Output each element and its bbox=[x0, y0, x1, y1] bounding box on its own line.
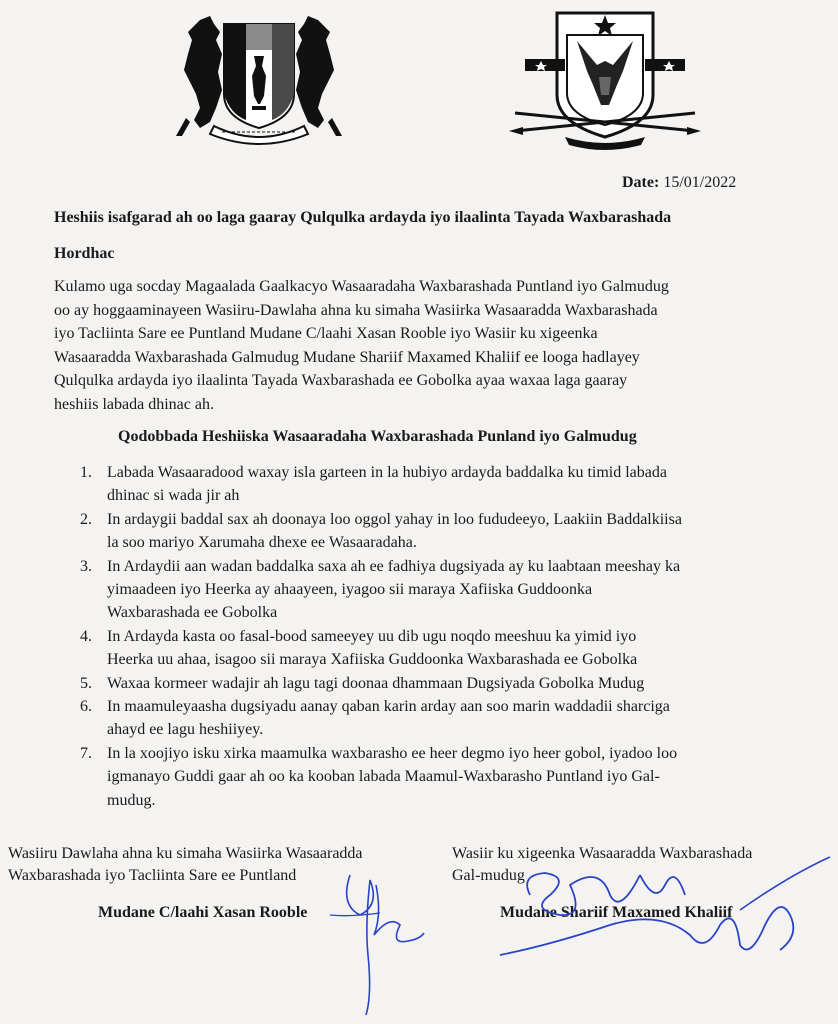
articles-list bbox=[80, 461, 770, 812]
signatory-title-line: Wasiir ku xigeenka Wasaaradda Waxbarashada bbox=[452, 845, 753, 862]
list-item-line: In Ardayda kasta oo fasal-bood sameeyey uu dib ugu noqdo meeshuu ka yimid iyo bbox=[107, 627, 637, 645]
signatory-title-line: Waxbarashada iyo Tacliinta Sare ee Puntland bbox=[8, 867, 297, 884]
signatory-left-title bbox=[8, 843, 448, 887]
list-item bbox=[80, 555, 770, 625]
list-item-number: 2. bbox=[80, 510, 92, 528]
list-item-line: In la xoojiyo isku xirka maamulka waxbarasho ee heer degmo iyo heer gobol, iyadoo loo bbox=[107, 744, 678, 762]
signatory-right-name: Mudane Shariif Maxamed Khaliif bbox=[500, 904, 733, 921]
list-item bbox=[80, 461, 770, 508]
list-item-line: Waxbarashada ee Gobolka bbox=[107, 604, 278, 622]
signatory-left-name: Mudane C/laahi Xasan Rooble bbox=[98, 904, 308, 921]
intro-paragraph bbox=[54, 275, 794, 417]
articles-heading: Qodobbada Heshiiska Wasaaradaha Waxbarashada Punland iyo Galmudug bbox=[118, 428, 637, 445]
list-item bbox=[80, 508, 770, 555]
document-date bbox=[622, 174, 736, 192]
date-value: 15/01/2022 bbox=[663, 174, 737, 191]
list-item bbox=[80, 742, 770, 812]
list-item-line: In Ardaydii aan wadan baddalka saxa ah ee fadhiya dugsiyada ay ku laabtaan meeshay ka bbox=[107, 557, 681, 575]
signatory-right-title bbox=[452, 843, 832, 887]
list-item-line: ahayd ee lagu heshiiyey. bbox=[107, 721, 264, 739]
list-item-line: Labada Wasaaradood waxay isla garteen in la hubiyo ardayda baddalka ku timid labada bbox=[107, 464, 667, 481]
list-item bbox=[80, 625, 770, 672]
galmudug-coat-of-arms-emblem bbox=[505, 5, 705, 155]
intro-line: iyo Tacliinta Sare ee Puntland Mudane C/laahi Xasan Rooble iyo Wasiir ku xigeenka bbox=[54, 325, 598, 343]
list-item-line: igmanayo Guddi gaar ah oo ka kooban labada Maamul-Waxbarasho Puntland iyo Gal- bbox=[107, 768, 660, 786]
list-item bbox=[80, 695, 770, 742]
list-item-line: In maamuleyaasha dugsiyadu aanay qaban karin arday aan soo marin waddadii sharciga bbox=[107, 698, 670, 716]
list-item bbox=[80, 672, 770, 695]
list-item-line: la soo mariyo Xarumaha dhexe ee Wasaaradaha. bbox=[107, 534, 417, 552]
document-title: Heshiis isafgarad ah oo laga gaaray Qulqulka ardayda iyo ilaalinta Tayada Waxbarashada bbox=[54, 209, 672, 226]
intro-line: Kulamo uga socday Magaalada Gaalkacyo Wasaaradaha Waxbarashada Puntland iyo Galmudug bbox=[54, 278, 669, 295]
date-label: Date: bbox=[622, 174, 660, 191]
list-item-line: Heerka uu ahaa, isagoo sii maraya Xafiiska Guddoonka Waxbarashada ee Gobolka bbox=[107, 651, 638, 669]
signatory-title-line: Gal-mudug bbox=[452, 867, 525, 884]
list-item-line: mudug. bbox=[107, 791, 156, 809]
list-item-number: 4. bbox=[80, 627, 92, 645]
list-item-line: Waxaa kormeer wadajir ah lagu tagi doonaa dhammaan Dugsiyada Gobolka Mudug bbox=[107, 674, 645, 692]
puntland-coat-of-arms-emblem bbox=[170, 10, 348, 150]
intro-line: oo ay hoggaaminayeen Wasiiru-Dawlaha ahna ku simaha Wasiirka Wasaaradda Waxbarashada bbox=[54, 301, 658, 319]
list-item-number: 6. bbox=[80, 698, 92, 716]
list-item-line: In ardaygii baddal sax ah doonaya loo oggol yahay in loo fududeeyo, Laakiin Baddalkiisa bbox=[107, 510, 682, 528]
list-item-number: 3. bbox=[80, 557, 92, 575]
list-item-line: yimaadeen iyo Heerka ay ahaayeen, iyagoo sii maraya Xafiiska Guddoonka bbox=[107, 581, 593, 599]
list-item-number: 5. bbox=[80, 674, 92, 692]
intro-line: Wasaaradda Waxbarashada Galmudug Mudane Shariif Maxamed Khaliif ee looga hadlayey bbox=[54, 348, 640, 366]
list-item-number: 1. bbox=[80, 464, 92, 481]
list-item-line: dhinac si wada jir ah bbox=[107, 487, 240, 505]
intro-heading: Hordhac bbox=[54, 245, 115, 262]
intro-line: Qulqulka ardayda iyo ilaalinta Tayada Waxbarashada ee Gobolka ayaa waxaa laga gaaray bbox=[54, 372, 628, 390]
signatory-title-line: Wasiiru Dawlaha ahna ku simaha Wasiirka Wasaaradda bbox=[8, 845, 363, 862]
intro-line: heshiis labada dhinac ah. bbox=[54, 395, 214, 413]
list-item-number: 7. bbox=[80, 744, 92, 762]
